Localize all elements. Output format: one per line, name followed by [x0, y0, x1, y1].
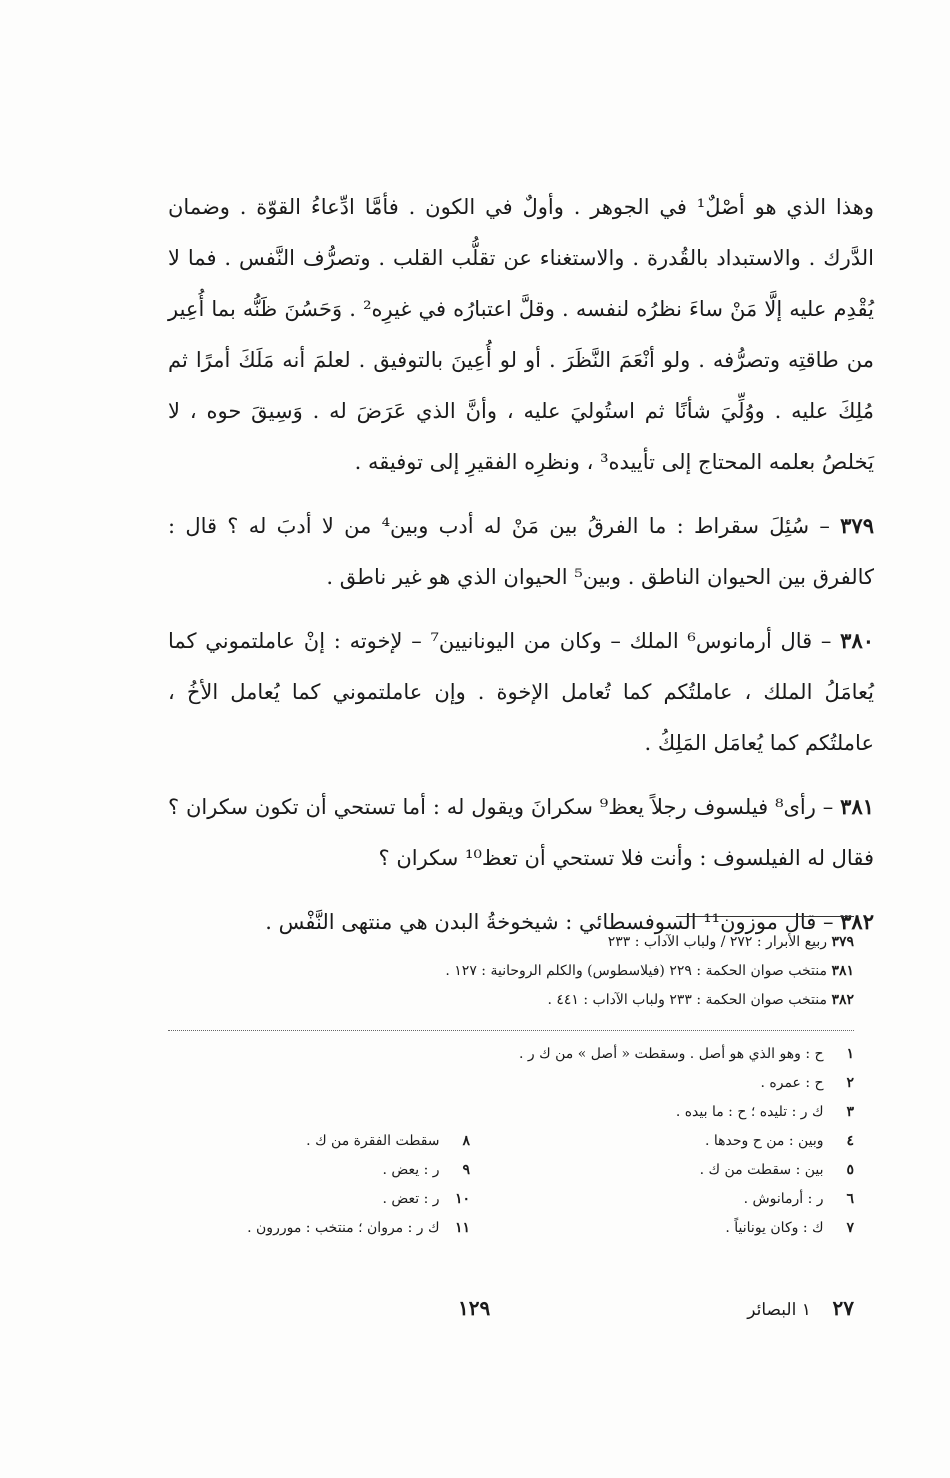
variant-number: ٤ — [846, 1133, 854, 1149]
variant-notes-left — [170, 1127, 470, 1243]
variant-number: ٢ — [846, 1075, 854, 1091]
source-line — [310, 957, 854, 986]
entry-text: – قال أرمانوس⁶ الملك – وكان من اليونانيين⁷ – لإخوته : إنْ عاملتموني كما يُعامَلُ الملك ، عاملتُكم كما تُعامل الإخوة . وإن عاملتموني كما يُعامل الأخُ ، عاملتُكم كما يُعامَل المَلِكُ . — [168, 629, 874, 755]
variant-number: ٩ — [462, 1162, 470, 1178]
variant-note — [170, 1185, 470, 1214]
variant-number: ١٠ — [454, 1191, 470, 1207]
variant-note — [170, 1127, 470, 1156]
variant-text: ر : تعض . — [382, 1191, 440, 1207]
source-text: ربيع الأبرار : ٢٧٢ / ولباب الآداب : ٢٣٣ — [607, 934, 827, 950]
entry-number: ٣٧٩ — [840, 513, 874, 538]
variant-note — [470, 1214, 854, 1243]
source-line — [310, 928, 854, 957]
paragraph-381 — [168, 781, 874, 884]
variant-number: ٨ — [462, 1133, 470, 1149]
variant-note — [470, 1185, 854, 1214]
variant-note — [470, 1098, 854, 1127]
page-number: ١٢٩ — [458, 1296, 491, 1320]
source-number: ٣٨١ — [831, 963, 854, 979]
variant-note — [470, 1069, 854, 1098]
paragraph-379 — [168, 500, 874, 603]
variant-text: ك ر : مروان ؛ منتخب : موررون . — [247, 1220, 440, 1236]
source-line — [310, 986, 854, 1015]
variants-divider — [168, 1030, 854, 1031]
entry-text: – قال موزون¹¹ السوفسطائي : شيخوخةُ البدن هي منتهى النَّفْس . — [265, 910, 834, 934]
book-title: ١ البصائر — [747, 1300, 811, 1320]
variant-text: ر : أرمانوش . — [743, 1191, 824, 1207]
variant-number: ١١ — [454, 1220, 470, 1236]
variant-text: وبين : من ح وحدها . — [704, 1133, 824, 1149]
main-text — [168, 182, 874, 948]
variant-note — [470, 1127, 854, 1156]
variant-number: ٥ — [846, 1162, 854, 1178]
variant-text: سقطت الفقرة من ك . — [306, 1133, 440, 1149]
paragraph-380 — [168, 615, 874, 769]
variant-text: ك : وكان يونانياً . — [725, 1220, 824, 1236]
source-references — [310, 928, 854, 1015]
variant-number: ١ — [846, 1046, 854, 1062]
variant-notes-right — [470, 1040, 854, 1243]
footnote-divider — [676, 916, 854, 917]
variant-number: ٧ — [846, 1220, 854, 1236]
entry-text: – سُئِلَ سقراط : ما الفرقُ بين مَنْ له أدب وبين⁴ من لا أدبَ له ؟ قال : كالفرق بين الحيوان الناطق . وبين⁵ الحيوان الذي هو غير ناطق . — [168, 514, 874, 589]
source-text: منتخب صوان الحكمة : ٢٣٣ ولباب الآداب : ٤٤١ . — [547, 992, 827, 1008]
variant-note — [470, 1040, 854, 1069]
page-footer — [168, 1296, 854, 1328]
variant-number: ٦ — [846, 1191, 854, 1207]
source-text: منتخب صوان الحكمة : ٢٢٩ (فيلاسطوس) والكلم الروحانية : ١٢٧ . — [445, 963, 827, 979]
footer-signature — [747, 1296, 854, 1320]
variant-text: ح : عمره . — [760, 1075, 824, 1091]
source-number: ٣٧٩ — [831, 934, 854, 950]
variant-text: ك ر : تليده ؛ ح : ما بيده . — [675, 1104, 824, 1120]
variant-note — [470, 1156, 854, 1185]
entry-number: ٣٨٢ — [840, 909, 874, 934]
paragraph-intro: وهذا الذي هو أصْلٌ¹ في الجوهر . وأولٌ في الكون . فأمَّا ادِّعاءُ القوّة . وضمان الدَّرك . والاستبداد بالقُدرة . والاستغناء عن تقلُّب القلب . وتصرُّف النَّفس . فما لا يُقْدِم عليه إلَّا مَنْ ساءَ نظرُه لنفسه . وقلَّ اعتبارُه في غيرِه² . وَحَسُنَ ظَنُّه بما أُعِير من طاقتِه وتصرُّفه . ولو أنْعَمَ النَّظَرَ . أو لو أُعِينَ بالتوفيق . لعلمَ أنه مَلَكَ أمرًا ثم مُلِكَ عليه . ووُلِّيَ شأنًا ثم استُوليَ عليه ، وأنَّ الذي عَرَضَ له . وَسِيقَ حوه ، لا يَخلصُ بعلمه المحتاج إلى تأييده³ ، ونظرِه الفقيرِ إلى توفيقه . — [168, 195, 874, 474]
variant-note — [170, 1214, 470, 1243]
variant-text: ح : وهو الذي هو أصل . وسقطت « أصل » من ك ر . — [518, 1046, 824, 1062]
entry-text: – رأى⁸ فيلسوف رجلاً يعظ⁹ سكرانَ ويقول له : أما تستحي أن تكون سكران ؟ فقال له الفيلسوف : وأنت فلا تستحي أن تعظ¹⁰ سكران ؟ — [168, 795, 874, 870]
signature-number: ٢٧ — [832, 1296, 854, 1320]
entry-number: ٣٨٠ — [840, 628, 875, 653]
variant-text: بين : سقطت من ك . — [699, 1162, 824, 1178]
variant-text: ر : يعض . — [382, 1162, 440, 1178]
variant-number: ٣ — [846, 1104, 854, 1120]
variant-note — [170, 1156, 470, 1185]
entry-number: ٣٨١ — [840, 794, 875, 819]
source-number: ٣٨٢ — [831, 992, 854, 1008]
